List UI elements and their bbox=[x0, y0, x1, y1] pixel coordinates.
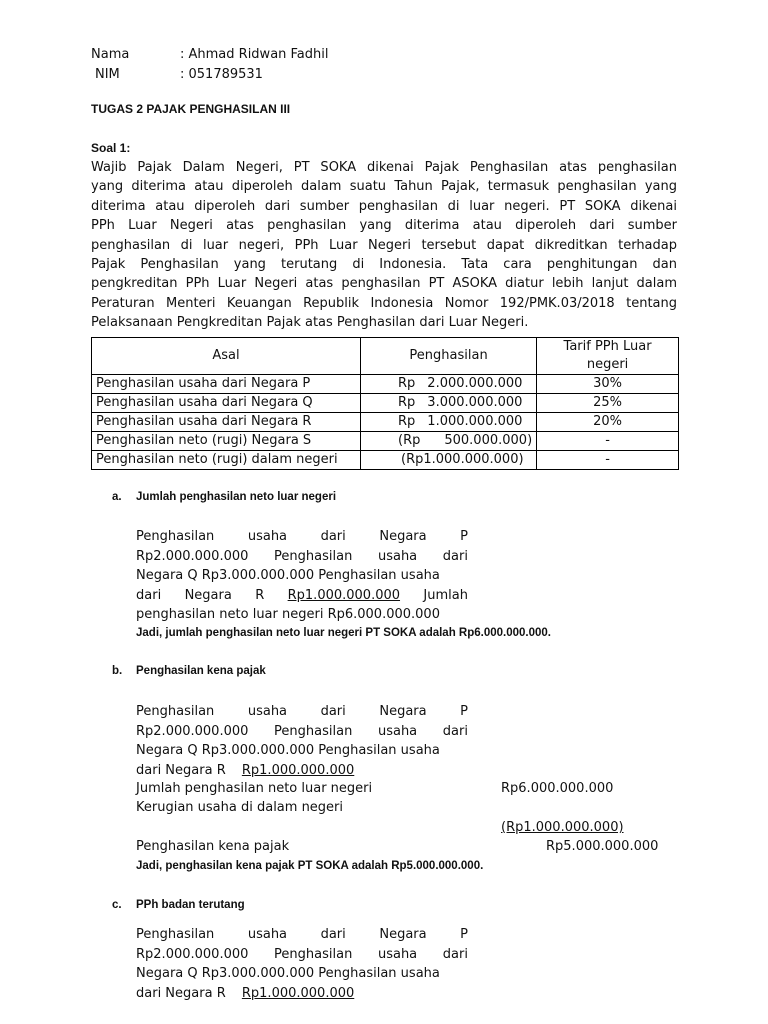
word: Penghasilan bbox=[136, 927, 215, 942]
cell-asal: Penghasilan usaha dari Negara R bbox=[92, 413, 361, 432]
soal-line: PPh Luar Negeri atas penghasilan yang diterima atau diperoleh dari sumber bbox=[91, 218, 677, 234]
soal-line: yang diterima atau diperoleh dalam suatu Tahun Pajak, termasuk penghasilan yang bbox=[91, 179, 677, 195]
section-b-line bbox=[136, 761, 468, 781]
table-row bbox=[92, 432, 679, 451]
word: usaha bbox=[377, 548, 418, 564]
soal-paragraph bbox=[91, 158, 677, 333]
page-title: TUGAS 2 PAJAK PENGHASILAN III bbox=[91, 102, 291, 116]
word: Penghasilan bbox=[274, 946, 353, 962]
table-row bbox=[92, 375, 679, 394]
word: Negara bbox=[379, 704, 427, 719]
soal-line: pengkreditan PPh Luar Negeri atas penghasilan PT ASOKA diatur lebih lanjut dalam bbox=[91, 276, 677, 292]
table-row bbox=[92, 413, 679, 432]
section-b-heading: Penghasilan kena pajak bbox=[136, 665, 266, 677]
header-asal: Asal bbox=[92, 338, 361, 375]
cell-asal: Penghasilan usaha dari Negara Q bbox=[92, 394, 361, 413]
cell-tarif: 30% bbox=[537, 375, 679, 394]
amount-r: Rp1.000.000.000 bbox=[241, 985, 355, 1001]
section-b-line: Negara Q Rp3.000.000.000 Penghasilan usaha bbox=[136, 743, 440, 758]
word: P bbox=[460, 927, 469, 942]
section-c-line bbox=[136, 984, 468, 1004]
table-row bbox=[92, 394, 679, 413]
table-row bbox=[92, 451, 679, 470]
word: dari bbox=[442, 946, 468, 962]
word: Penghasilan bbox=[136, 529, 215, 544]
section-b-block bbox=[136, 702, 468, 780]
section-c-line bbox=[136, 925, 468, 945]
section-a-line bbox=[136, 527, 468, 547]
word: dari bbox=[320, 927, 346, 942]
word: usaha bbox=[247, 704, 288, 719]
section-a-marker: a. bbox=[112, 491, 122, 503]
word: dari Negara R bbox=[136, 985, 226, 1001]
section-c-line: Negara Q Rp3.000.000.000 Penghasilan usaha bbox=[136, 966, 440, 981]
word: Rp2.000.000.000 bbox=[136, 723, 249, 739]
cell-asal: Penghasilan neto (rugi) dalam negeri bbox=[92, 451, 361, 470]
cell-penghasilan bbox=[361, 451, 537, 470]
cell-amount: 1.000.000.000 bbox=[427, 414, 523, 429]
word: usaha bbox=[247, 529, 288, 544]
word: P bbox=[460, 529, 469, 544]
word: usaha bbox=[247, 927, 288, 942]
cell-rp: Rp bbox=[398, 376, 416, 391]
word: Rp2.000.000.000 bbox=[136, 946, 249, 962]
cell-penghasilan bbox=[361, 432, 537, 451]
soal-line: penghasilan di luar negeri, PPh Luar Negeri tersebut dapat dikreditkan terhadap bbox=[91, 237, 677, 253]
cell-amount: 500.000.000) bbox=[444, 433, 533, 448]
table-header-row bbox=[92, 338, 679, 375]
soal-line: diterima atau diperoleh dari sumber penghasilan di luar negeri. PT SOKA dikenai bbox=[91, 198, 677, 214]
section-a-line: Negara Q Rp3.000.000.000 Penghasilan usaha bbox=[136, 568, 440, 583]
cell-asal: Penghasilan usaha dari Negara P bbox=[92, 375, 361, 394]
kerugian-label: Kerugian usaha di dalam negeri bbox=[136, 800, 344, 815]
cell-amount: 2.000.000.000 bbox=[427, 376, 523, 391]
header-penghasilan: Penghasilan bbox=[361, 338, 537, 375]
word: Penghasilan bbox=[274, 723, 353, 739]
header-tarif-line2: negeri bbox=[586, 357, 629, 372]
soal-heading: Soal 1: bbox=[91, 141, 131, 155]
cell-penghasilan bbox=[361, 413, 537, 432]
word: dari bbox=[442, 723, 468, 739]
cell-tarif: - bbox=[537, 451, 679, 470]
soal-line: Pelaksanaan Pengkreditan Pajak atas Penghasilan dari Luar Negeri. bbox=[91, 315, 529, 331]
section-a-conclusion: Jadi, jumlah penghasilan neto luar negeri PT SOKA adalah Rp6.000.000.000. bbox=[136, 627, 551, 639]
kerugian-value: (Rp1.000.000.000) bbox=[501, 820, 624, 835]
nim-value: : 051789531 bbox=[180, 67, 263, 82]
cell-penghasilan bbox=[361, 375, 537, 394]
soal-line: Pajak Penghasilan yang terutang di Indonesia. Tata cara penghitungan dan bbox=[91, 257, 677, 273]
nim-label: NIM bbox=[95, 67, 120, 82]
section-b-line bbox=[136, 702, 468, 722]
cell-amount: 3.000.000.000 bbox=[427, 395, 523, 410]
amount-r: Rp1.000.000.000 bbox=[241, 762, 355, 778]
cell-asal: Penghasilan neto (rugi) Negara S bbox=[92, 432, 361, 451]
cell-tarif: 20% bbox=[537, 413, 679, 432]
pkp-value: Rp5.000.000.000 bbox=[546, 839, 659, 854]
jumlah-word: Jumlah bbox=[423, 587, 468, 603]
pkp-label: Penghasilan kena pajak bbox=[136, 839, 290, 854]
section-b-marker: b. bbox=[112, 665, 123, 677]
word: dari bbox=[320, 529, 346, 544]
word: Penghasilan bbox=[136, 704, 215, 719]
section-a-line bbox=[136, 547, 468, 567]
section-c-heading: PPh badan terutang bbox=[136, 899, 245, 911]
section-a-heading: Jumlah penghasilan neto luar negeri bbox=[136, 491, 337, 503]
cell-rp: (Rp1.000.000.000) bbox=[401, 452, 524, 467]
soal-line: Wajib Pajak Dalam Negeri, PT SOKA dikenai Pajak Penghasilan atas penghasilan bbox=[91, 160, 677, 175]
cell-rp: Rp bbox=[398, 395, 416, 410]
cell-tarif: 25% bbox=[537, 394, 679, 413]
word: usaha bbox=[377, 946, 418, 962]
cell-rp: Rp bbox=[398, 414, 416, 429]
word: dari bbox=[442, 548, 468, 564]
soal-line: Peraturan Menteri Keuangan Republik Indonesia Nomor 192/PMK.03/2018 tentang bbox=[91, 295, 677, 311]
income-table bbox=[91, 337, 679, 470]
section-c-line bbox=[136, 945, 468, 965]
header-tarif bbox=[537, 338, 679, 375]
section-a-block bbox=[136, 527, 468, 625]
cell-penghasilan bbox=[361, 394, 537, 413]
word: Negara bbox=[379, 927, 427, 942]
jumlah-value: Rp6.000.000.000 bbox=[501, 781, 614, 796]
section-a-line bbox=[136, 586, 468, 606]
header-tarif-line1: Tarif PPh Luar bbox=[563, 339, 652, 354]
section-c-block bbox=[136, 925, 468, 1003]
section-b-line bbox=[136, 722, 468, 742]
amount-r: Rp1.000.000.000 bbox=[287, 587, 401, 603]
cell-tarif: - bbox=[537, 432, 679, 451]
word: dari bbox=[320, 704, 346, 719]
nama-value: : Ahmad Ridwan Fadhil bbox=[180, 47, 329, 62]
word: dari Negara R bbox=[136, 762, 226, 778]
section-c-marker: c. bbox=[112, 899, 122, 911]
cell-rp: (Rp bbox=[398, 433, 421, 448]
jumlah-label: Jumlah penghasilan neto luar negeri bbox=[136, 781, 373, 796]
section-a-line: penghasilan neto luar negeri Rp6.000.000.000 bbox=[136, 607, 440, 622]
word: dari bbox=[136, 587, 162, 603]
word: P bbox=[460, 704, 469, 719]
word: Rp2.000.000.000 bbox=[136, 548, 249, 564]
section-b-conclusion: Jadi, penghasilan kena pajak PT SOKA adalah Rp5.000.000.000. bbox=[136, 860, 484, 872]
word: R bbox=[255, 587, 265, 603]
word: Negara bbox=[379, 529, 427, 544]
nama-label: Nama bbox=[91, 47, 130, 62]
word: Negara bbox=[184, 587, 232, 603]
word: usaha bbox=[377, 723, 418, 739]
word: Penghasilan bbox=[274, 548, 353, 564]
